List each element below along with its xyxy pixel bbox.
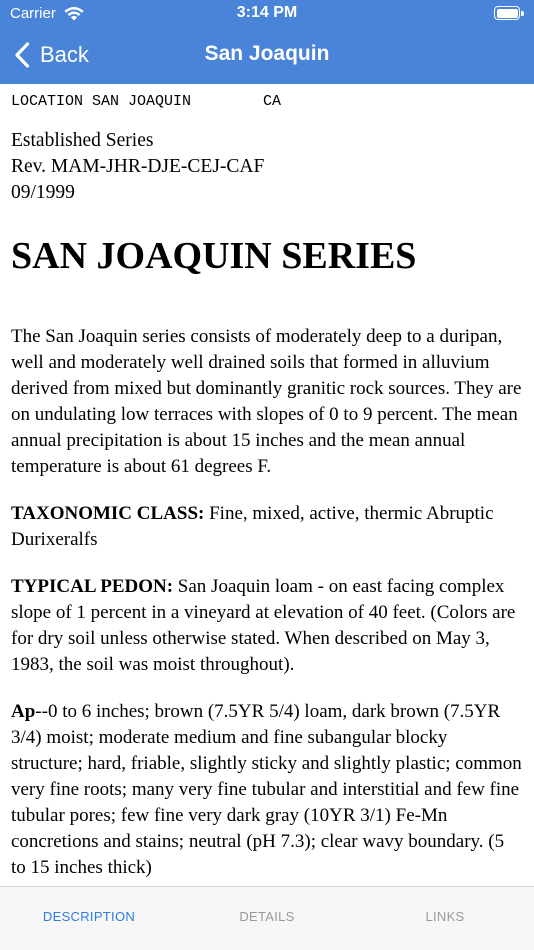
taxonomic-class-label: TAXONOMIC CLASS: bbox=[11, 503, 205, 524]
tab-description[interactable]: DESCRIPTION bbox=[42, 909, 136, 924]
horizon-ap-text: --0 to 6 inches; brown (7.5YR 5/4) loam, dark brown (7.5YR 3/4) moist; moderate medium and fine subangular blocky structure; hard, friable, slightly sticky and slightly plastic; common very fine roots; many very fine tubular and interstitial and few fine tubular pores; few fine very dark gray (10YR 3/1) Fe-Mn concretions and stains; neutral (pH 7.3); clear wavy boundary. (5 to 15 inches thick) bbox=[11, 701, 522, 878]
series-meta bbox=[11, 128, 523, 206]
series-status: Established Series bbox=[11, 130, 154, 151]
tab-links[interactable]: LINKS bbox=[425, 909, 465, 924]
tab-bar bbox=[0, 886, 534, 950]
typical-pedon-label: TYPICAL PEDON: bbox=[11, 576, 174, 597]
taxonomic-class-text: Fine, mixed, active, thermic Abruptic Durixeralfs bbox=[11, 503, 494, 550]
series-revision: Rev. MAM-JHR-DJE-CEJ-CAF bbox=[11, 156, 265, 177]
intro-paragraph: The San Joaquin series consists of moderately deep to a duripan, well and moderately well drained soils that formed in alluvium derived from mixed but dominantly granitic rock sources. They are on undulating low terraces with slopes of 0 to 9 percent. The mean annual precipitation is about 15 inches and the mean annual temperature is about 61 degrees F. bbox=[11, 326, 522, 477]
series-date: 09/1999 bbox=[11, 182, 75, 203]
carrier-label: Carrier bbox=[10, 5, 56, 22]
navigation-bar bbox=[0, 28, 534, 84]
horizon-ap-label: Ap bbox=[11, 701, 36, 722]
typical-pedon-text: San Joaquin loam - on east facing complex slope of 1 percent in a vineyard at elevation of 40 feet. (Colors are for dry soil unless otherwise stated. When described on May 3, 1983, the soil was moist throughout). bbox=[11, 576, 516, 675]
horizon-ap-paragraph bbox=[11, 699, 523, 881]
typical-pedon-paragraph bbox=[11, 574, 523, 678]
document-view[interactable] bbox=[0, 84, 534, 886]
series-heading: SAN JOAQUIN SERIES bbox=[11, 235, 417, 277]
status-bar bbox=[0, 0, 534, 28]
battery-icon bbox=[494, 6, 524, 21]
tab-details[interactable]: DETAILS bbox=[239, 909, 295, 924]
clock: 3:14 PM bbox=[236, 4, 298, 21]
page-title: San Joaquin bbox=[204, 42, 330, 65]
header bbox=[0, 0, 534, 84]
back-label: Back bbox=[40, 42, 89, 67]
location-line: LOCATION SAN JOAQUIN CA bbox=[11, 93, 282, 110]
taxonomic-class-paragraph bbox=[11, 501, 523, 553]
